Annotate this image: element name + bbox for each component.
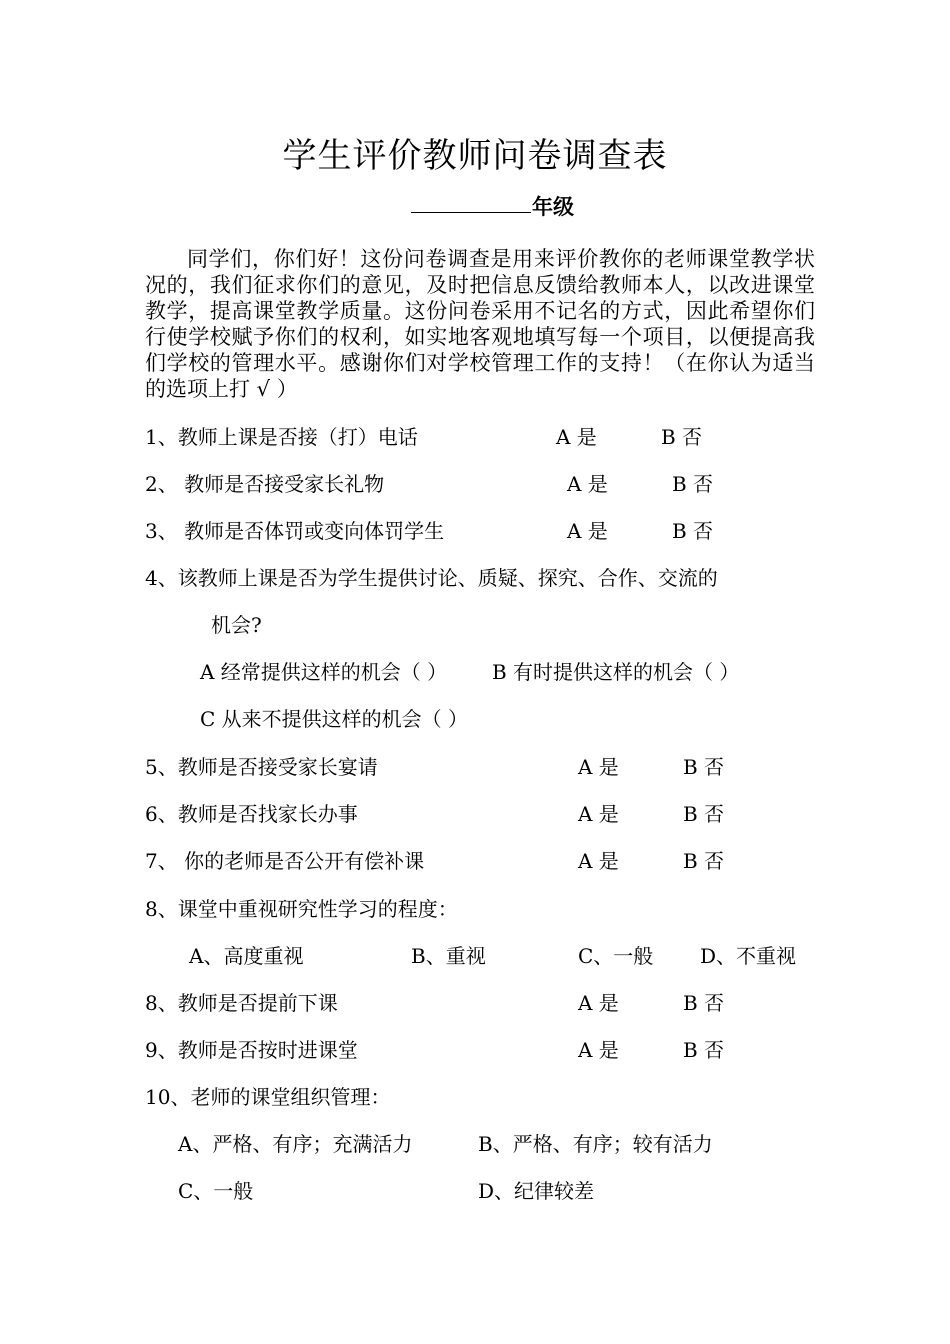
q7-option-b[interactable]: B 否 — [683, 849, 725, 873]
q1-option-a[interactable]: A 是 — [556, 425, 597, 449]
q6-option-a[interactable]: A 是 — [578, 802, 619, 826]
q4-option-b[interactable]: B 有时提供这样的机会（ ） — [492, 660, 740, 684]
q4-option-a[interactable]: A 经常提供这样的机会（ ） — [200, 660, 448, 684]
question-10: 10、老师的课堂组织管理： — [145, 1085, 391, 1109]
question-7: 7、 你的老师是否公开有偿补课 — [145, 849, 425, 873]
q4-option-c[interactable]: C 从来不提供这样的机会（ ） — [200, 707, 469, 731]
q3-option-b[interactable]: B 否 — [672, 519, 714, 543]
q3-option-a[interactable]: A 是 — [567, 519, 608, 543]
question-3: 3、 教师是否体罚或变向体罚学生 — [145, 519, 445, 543]
intro-paragraph — [145, 246, 815, 402]
q1-option-b[interactable]: B 否 — [661, 425, 703, 449]
question-4-line2: 机会? — [211, 613, 262, 637]
q10-option-d[interactable]: D、纪律较差 — [478, 1179, 595, 1203]
q9-option-a[interactable]: A 是 — [578, 1038, 619, 1062]
q10-option-c[interactable]: C、一般 — [178, 1179, 254, 1203]
intro-text: 同学们，你们好！这份问卷调查是用来评价教你的老师课堂教学状况的，我们征求你们的意见，及时把信息反馈给教师本人，以改进课堂教学，提高课堂教学质量。这份问卷采用不记名的方式，因此希望你们行使学校赋予你们的权利，如实地客观地填写每一个项目，以便提高我们学校的管理水平。感谢你们对学校管理工作的支持！（在你认为适当的选项上打 √ ） — [145, 247, 815, 401]
question-9: 9、教师是否按时进课堂 — [145, 1038, 358, 1062]
question-5: 5、教师是否接受家长宴请 — [145, 755, 378, 779]
q8a-option-b[interactable]: B、重视 — [411, 944, 486, 968]
grade-label: 年级 — [532, 195, 574, 219]
q2-option-a[interactable]: A 是 — [567, 472, 608, 496]
question-8-early: 8、教师是否提前下课 — [145, 991, 338, 1015]
q5-option-b[interactable]: B 否 — [683, 755, 725, 779]
q8a-option-c[interactable]: C、一般 — [578, 944, 654, 968]
q10-option-a[interactable]: A、严格、有序；充满活力 — [178, 1132, 413, 1156]
q8b-option-a[interactable]: A 是 — [578, 991, 619, 1015]
q10-option-b[interactable]: B、严格、有序；较有活力 — [478, 1132, 713, 1156]
question-8-research: 8、课堂中重视研究性学习的程度： — [145, 897, 458, 921]
question-6: 6、教师是否找家长办事 — [145, 802, 358, 826]
q6-option-b[interactable]: B 否 — [683, 802, 725, 826]
q8a-option-a[interactable]: A、高度重视 — [189, 944, 304, 968]
q2-option-b[interactable]: B 否 — [672, 472, 714, 496]
question-1: 1、教师上课是否接（打）电话 — [145, 425, 418, 449]
page-title: 学生评价教师问卷调查表 — [282, 136, 668, 176]
question-4: 4、该教师上课是否为学生提供讨论、质疑、探究、合作、交流的 — [145, 566, 718, 590]
grade-blank-line[interactable] — [411, 212, 531, 213]
q8b-option-b[interactable]: B 否 — [683, 991, 725, 1015]
q9-option-b[interactable]: B 否 — [683, 1038, 725, 1062]
q7-option-a[interactable]: A 是 — [578, 849, 619, 873]
q5-option-a[interactable]: A 是 — [578, 755, 619, 779]
q8a-option-d[interactable]: D、不重视 — [700, 944, 797, 968]
question-2: 2、 教师是否接受家长礼物 — [145, 472, 385, 496]
